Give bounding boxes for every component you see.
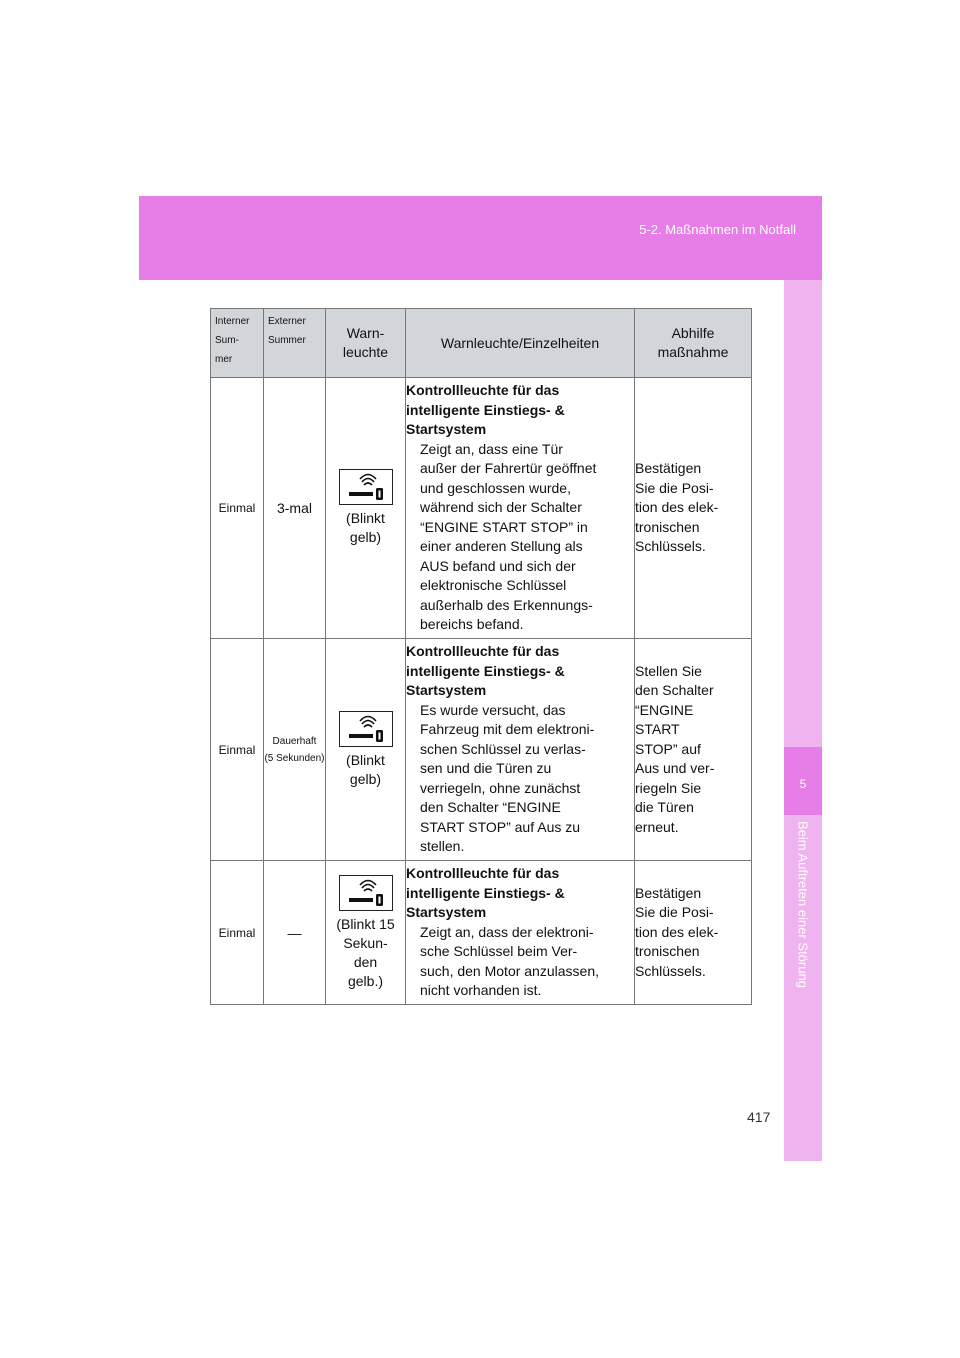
internal-buzzer-cell: Einmal xyxy=(211,639,264,861)
header-details: Warnleuchte/Einzelheiten xyxy=(406,309,635,378)
lamp-title: Kontrollleuchte für das intelligente Einstiegs- & Startsystem xyxy=(406,643,565,699)
table-row xyxy=(211,639,752,861)
smart-key-warning-icon xyxy=(339,875,393,911)
lamp-description: Zeigt an, dass der elektroni- sche Schlüssel beim Ver- such, den Motor anzulassen, nicht vorhanden ist. xyxy=(420,923,599,999)
table-header-row xyxy=(211,309,752,378)
remedy-cell: Bestätigen Sie die Posi- tion des elek- tronischen Schlüssels. xyxy=(635,378,752,639)
chapter-title: Beim Auftreten einer Störung xyxy=(795,821,811,988)
internal-buzzer-cell: Einmal xyxy=(211,861,264,1005)
remedy-cell: Stellen Sie den Schalter “ENGINE START STOP” auf Aus und ver- riegeln Sie die Türen erneut. xyxy=(635,639,752,861)
header-warning-lamp: Warn- leuchte xyxy=(326,309,406,378)
chapter-title-vertical xyxy=(784,815,822,1015)
chapter-number: 5 xyxy=(799,777,807,791)
internal-buzzer-cell: Einmal xyxy=(211,378,264,639)
section-title: 5-2. Maßnahmen im Notfall xyxy=(639,222,796,237)
details-cell xyxy=(406,639,635,861)
header-external-buzzer: Externer Summer xyxy=(264,309,326,378)
details-cell xyxy=(406,378,635,639)
lamp-description: Zeigt an, dass eine Tür außer der Fahrertür geöffnet und geschlossen wurde, während sich der Schalter “ENGINE START STOP” in einer anderen Stellung als AUS befand und sich der elektronische Schlüssel außerhalb des Erkennungs- bereichs befand. xyxy=(420,440,597,633)
remedy-cell: Bestätigen Sie die Posi- tion des elek- tronischen Schlüssels. xyxy=(635,861,752,1005)
header-internal-buzzer: Interner Sum- mer xyxy=(211,309,264,378)
chapter-tab xyxy=(784,747,822,815)
table-row xyxy=(211,378,752,639)
lamp-description: Es wurde versucht, das Fahrzeug mit dem elektroni- schen Schlüssel zu verlas- sen und die Türen zu verriegeln, ohne zunächst den Schalter “ENGINE START STOP” auf Aus zu stellen. xyxy=(420,701,595,855)
warning-lamp-cell: (Blinkt 15 Sekun- den gelb.) xyxy=(326,861,406,1005)
lamp-title: Kontrollleuchte für das intelligente Einstiegs- & Startsystem xyxy=(406,382,565,438)
smart-key-warning-icon xyxy=(339,469,393,505)
page-number: 417 xyxy=(747,1109,771,1125)
warning-lamp-cell: (Blinkt gelb) xyxy=(326,378,406,639)
lamp-title: Kontrollleuchte für das intelligente Einstiegs- & Startsystem xyxy=(406,865,565,921)
header-band xyxy=(139,196,822,280)
details-cell xyxy=(406,861,635,1005)
external-buzzer-cell: 3-mal xyxy=(264,378,326,639)
smart-key-warning-icon xyxy=(339,711,393,747)
header-remedy: Abhilfe maßnahme xyxy=(635,309,752,378)
warning-table xyxy=(210,308,752,1005)
table-row xyxy=(211,861,752,1005)
warning-lamp-cell: (Blinkt gelb) xyxy=(326,639,406,861)
external-buzzer-cell: — xyxy=(264,861,326,1005)
external-buzzer-cell: Dauerhaft (5 Sekunden) xyxy=(264,639,326,861)
side-tab xyxy=(784,280,822,1161)
